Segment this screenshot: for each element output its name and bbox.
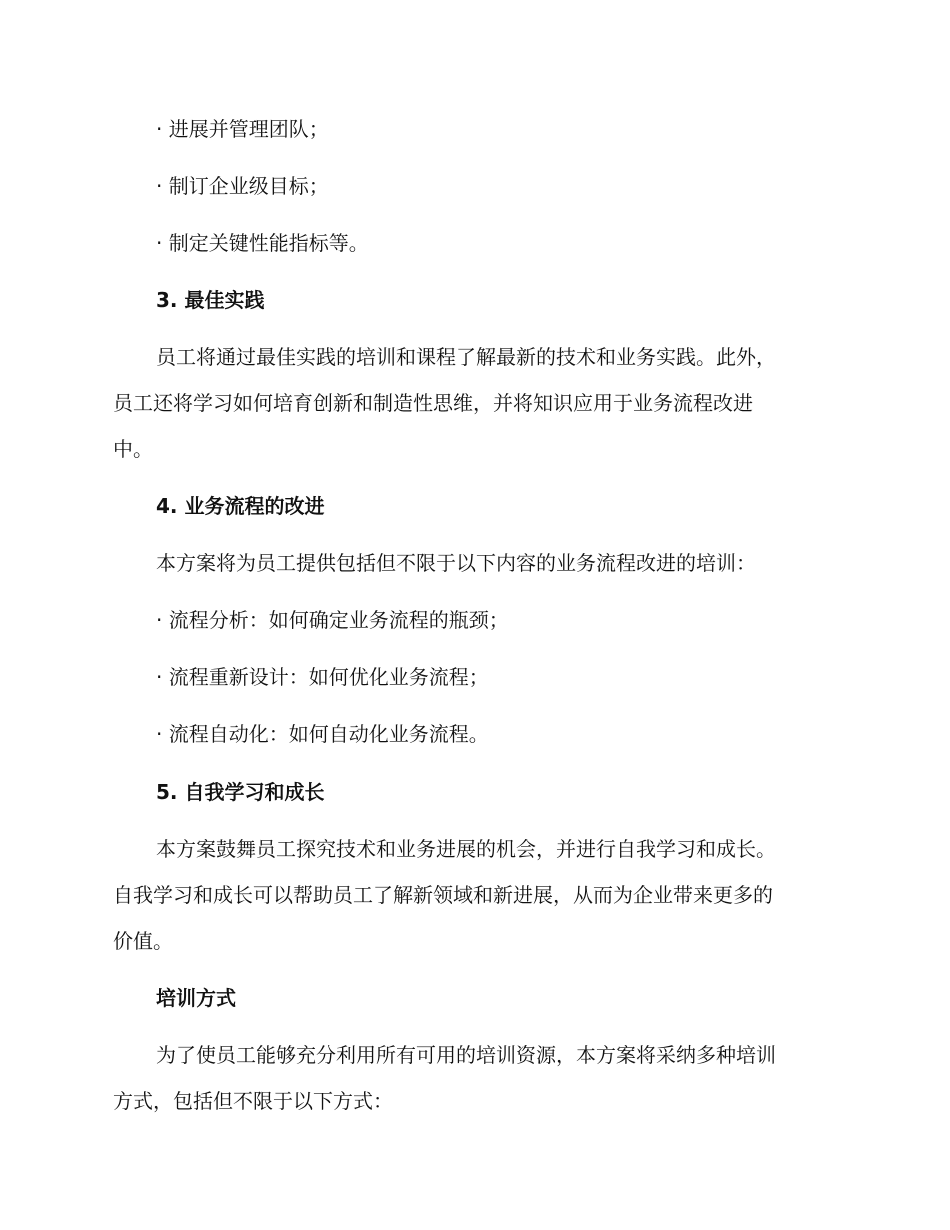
- section-heading-5: 5. 自我学习和成长: [156, 780, 325, 804]
- list-item: · 流程重新设计：如何优化业务流程；: [156, 665, 489, 689]
- paragraph-line: 员工还将学习如何培育创新和制造性思维，并将知识应用于业务流程改进: [113, 391, 753, 415]
- paragraph-line: 中。: [113, 437, 153, 461]
- paragraph-line: 员工将通过最佳实践的培训和课程了解最新的技术和业务实践。此外，: [156, 345, 776, 369]
- section-heading-3: 3. 最佳实践: [156, 288, 265, 312]
- section-heading-training-methods: 培训方式: [156, 986, 236, 1010]
- list-item: · 制订企业级目标；: [156, 174, 329, 198]
- paragraph-line: 方式，包括但不限于以下方式：: [113, 1089, 393, 1113]
- section-heading-4: 4. 业务流程的改进: [156, 494, 325, 518]
- list-item: · 制定关键性能指标等。: [156, 231, 369, 255]
- paragraph-line: 本方案将为员工提供包括但不限于以下内容的业务流程改进的培训：: [156, 551, 756, 575]
- list-item: · 流程自动化：如何自动化业务流程。: [156, 722, 489, 746]
- list-item: · 进展并管理团队；: [156, 117, 329, 141]
- paragraph-line: 本方案鼓舞员工探究技术和业务进展的机会，并进行自我学习和成长。: [156, 837, 776, 861]
- paragraph-line: 为了使员工能够充分利用所有可用的培训资源，本方案将采纳多种培训: [156, 1043, 776, 1067]
- paragraph-line: 价值。: [113, 929, 173, 953]
- list-item: · 流程分析：如何确定业务流程的瓶颈；: [156, 608, 509, 632]
- paragraph-line: 自我学习和成长可以帮助员工了解新领域和新进展，从而为企业带来更多的: [113, 883, 773, 907]
